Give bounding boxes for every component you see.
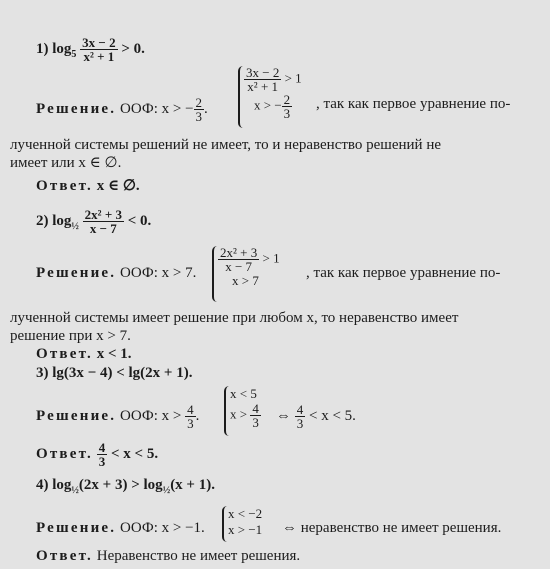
- answer-label: Ответ.: [36, 178, 93, 194]
- text: лученной системы решений не имеет, то и неравенство решений не: [10, 137, 442, 153]
- fraction: $\frac{4}{3}$: [98, 440, 106, 469]
- solution-label: Решение.: [36, 407, 117, 424]
- problem-4-statement: 4) $\log_{\frac{1}{2}}(2x + 3) > \log_{\frac{1}{2}}(x + 1)$.: [36, 477, 215, 496]
- problem-4-solution: Решение. ООФ: x > −1.: [36, 520, 205, 536]
- system-of-inequalities: $\frac{\text{2x² + 3}}{x - 7}$ > 1 x > 7: [212, 246, 280, 302]
- solution-label: Решение.: [36, 100, 117, 117]
- problem-number: 2): [36, 212, 49, 229]
- problem-1-answer: Ответ. x ∈ ∅.: [36, 178, 140, 194]
- text: ⇔ неравенство не имеет решения.: [282, 520, 502, 536]
- text: решение при x > 7.: [10, 328, 131, 344]
- system-of-inequalities: $\frac{3x - 2}{\text{x² + 1}}$ > 1 x > − $\frac{2}{3}$: [238, 66, 302, 128]
- text: , так как первое уравнение по-: [306, 265, 501, 281]
- fraction: $\frac{4}{3}$: [296, 402, 304, 431]
- fraction: $\frac{4}{3}$: [187, 402, 194, 431]
- log-base: 5: [71, 48, 77, 60]
- problem-number: 1): [36, 40, 49, 57]
- text: , так как первое уравнение по-: [316, 96, 511, 112]
- system-of-inequalities: x < −2 x > −1: [222, 506, 262, 542]
- problem-3-answer: Ответ. $\frac{4}{3}$ < x < 5.: [36, 440, 159, 469]
- equivalence: ⇔ $\frac{4}{3}$ < x < 5.: [276, 402, 356, 431]
- problem-2-answer: Ответ. x < 1.: [36, 346, 132, 362]
- problem-2-statement: [36, 208, 151, 235]
- domain-label: ООФ:: [120, 520, 158, 536]
- fraction: $\frac{\text{2x² + 3}}{x - 7}$: [220, 245, 258, 274]
- solution-label: Решение.: [36, 520, 117, 536]
- system-of-inequalities: x < 5 x > $\frac{4}{3}$: [224, 386, 261, 436]
- fraction: $\frac{2}{3}$: [283, 92, 291, 121]
- problem-number: 4): [36, 477, 49, 493]
- relation: > 0.: [121, 40, 145, 57]
- answer-label: Ответ.: [36, 548, 93, 564]
- fraction: $\frac{2}{3}$: [195, 95, 203, 124]
- domain-label: ООФ:: [120, 407, 158, 424]
- domain-label: ООФ:: [120, 265, 158, 281]
- log-base: ½: [71, 220, 79, 232]
- fraction: $\frac{3x - 2}{\text{x² + 1}}$: [82, 35, 116, 64]
- text: лученной системы имеет решение при любом x, то неравенство имеет: [10, 310, 459, 326]
- answer-label: Ответ.: [36, 445, 93, 462]
- fraction: $\frac{4}{3}$: [252, 401, 259, 430]
- fraction: $\frac{3x - 2}{\text{x² + 1}}$: [246, 65, 280, 94]
- problem-1-statement: [36, 36, 145, 63]
- problem-4-answer: Ответ. Неравенство не имеет решения.: [36, 548, 301, 564]
- problem-2-solution: Решение. ООФ: x > 7.: [36, 265, 197, 281]
- fraction: $\frac{\text{2x² + 3}}{x - 7}$: [84, 207, 122, 236]
- log-symbol: log: [52, 40, 72, 57]
- text: имеет или x ∈ ∅.: [10, 155, 122, 171]
- answer-label: Ответ.: [36, 346, 93, 362]
- problem-1-solution: Решение. ООФ: x > − $\frac{2}{3}$ .: [36, 95, 208, 124]
- log-symbol: log: [52, 212, 72, 229]
- problem-3-statement: 3) lg(3x − 4) < lg(2x + 1).: [36, 365, 193, 381]
- problem-3-solution: Решение. ООФ: x > $\frac{4}{3}$ .: [36, 402, 200, 431]
- domain-label: ООФ:: [120, 100, 158, 117]
- solution-label: Решение.: [36, 265, 117, 281]
- problem-number: 3): [36, 365, 49, 381]
- relation: < 0.: [127, 212, 152, 229]
